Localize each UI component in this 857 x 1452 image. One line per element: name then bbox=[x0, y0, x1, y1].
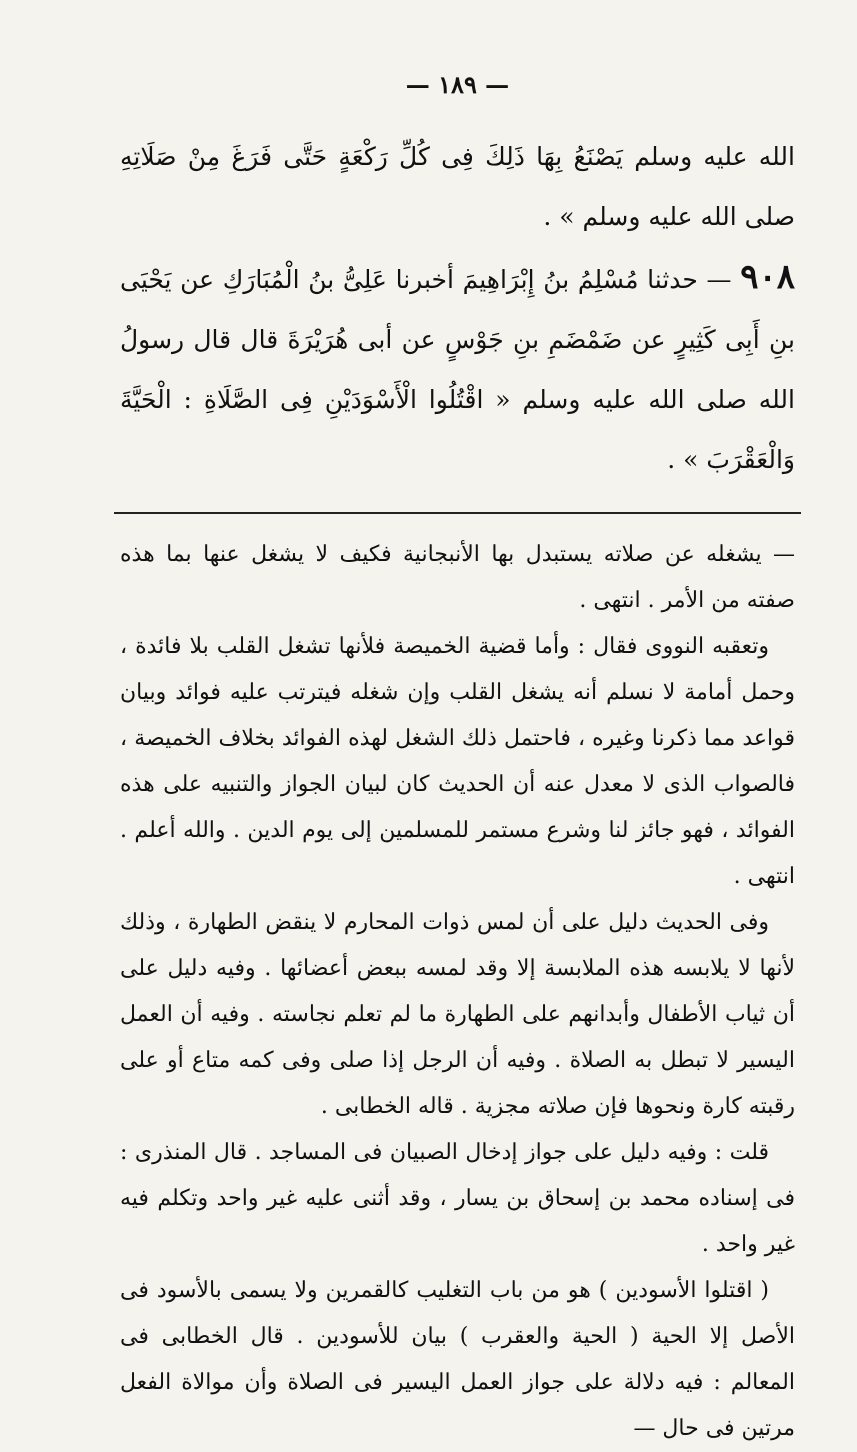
commentary-paragraph: — يشغله عن صلاته يستبدل بها الأنبجانية فكيف لا يشغل عنها بما هذه صفته من الأمر . انتهى . bbox=[120, 542, 795, 613]
commentary bbox=[120, 532, 795, 1452]
footnote-divider bbox=[114, 512, 801, 514]
hadith-continuation: الله عليه وسلم يَصْنَعُ بِهَا ذَلِكَ فِى كُلِّ رَكْعَةٍ حَتَّى فَرَغَ مِنْ صَلَاتِهِ صلى الله عليه وسلم » . bbox=[120, 142, 795, 231]
page-number: — ١٨٩ — bbox=[405, 70, 510, 99]
hadith-number: ٩٠٨ bbox=[740, 257, 795, 297]
hadith-908 bbox=[120, 247, 795, 490]
main-text bbox=[120, 127, 795, 490]
commentary-paragraph: قلت : وفيه دليل على جواز إدخال الصبيان فى المساجد . قال المنذرى : فى إسناده محمد بن إسحاق بن يسار ، وقد أثنى عليه غير واحد وتكلم فيه غير واحد . bbox=[120, 1140, 795, 1257]
hadith-text: — حدثنا مُسْلِمُ بنُ إِبْرَاهِيمَ أخبرنا عَلِىُّ بنُ الْمُبَارَكِ عن يَحْيَى بنِ أَبِى كَثِيرٍ عن ضَمْضَمِ بنِ جَوْسٍ عن أبى هُرَيْرَةَ قال قال رسولُ الله صلى الله عليه وسلم « اقْتُلُوا الْأَسْوَدَيْنِ فِى الصَّلَاةِ : الْحَيَّةَ وَالْعَقْرَبَ » . bbox=[120, 265, 795, 474]
commentary-paragraph: ( اقتلوا الأسودين ) هو من باب التغليب كالقمرين ولا يسمى بالأسود فى الأصل إلا الحية ( الحية والعقرب ) بيان للأسودين . قال الخطابى فى المعالم : فيه دلالة على جواز العمل اليسير فى الصلاة وأن موالاة الفعل مرتين فى حال — bbox=[120, 1278, 795, 1441]
commentary-paragraph: وتعقبه النووى فقال : وأما قضية الخميصة فلأنها تشغل القلب بلا فائدة ، وحمل أمامة لا نسلم أنه يشغل القلب وإن شغله فيترتب عليه فوائد وبيان قواعد مما ذكرنا وغيره ، فاحتمل ذلك الشغل لهذه الفوائد بخلاف الخميصة ، فالصواب الذى لا معدل عنه أن الحديث كان لبيان الجواز والتنبيه على هذه الفوائد ، فهو جائز لنا وشرع مستمر للمسلمين إلى يوم الدين . والله أعلم . انتهى . bbox=[120, 634, 795, 889]
commentary-paragraph: وفى الحديث دليل على أن لمس ذوات المحارم لا ينقض الطهارة ، وذلك لأنها لا يلابسه هذه الملابسة إلا وقد لمسه ببعض أعضائها . وفيه دليل على أن ثياب الأطفال وأبدانهم على الطهارة ما لم تعلم نجاسته . وفيه أن العمل اليسير لا تبطل به الصلاة . وفيه أن الرجل إذا صلى وفى كمه متاع أو على رقبته كارة ونحوها فإن صلاته مجزية . قاله الخطابى . bbox=[120, 910, 795, 1119]
